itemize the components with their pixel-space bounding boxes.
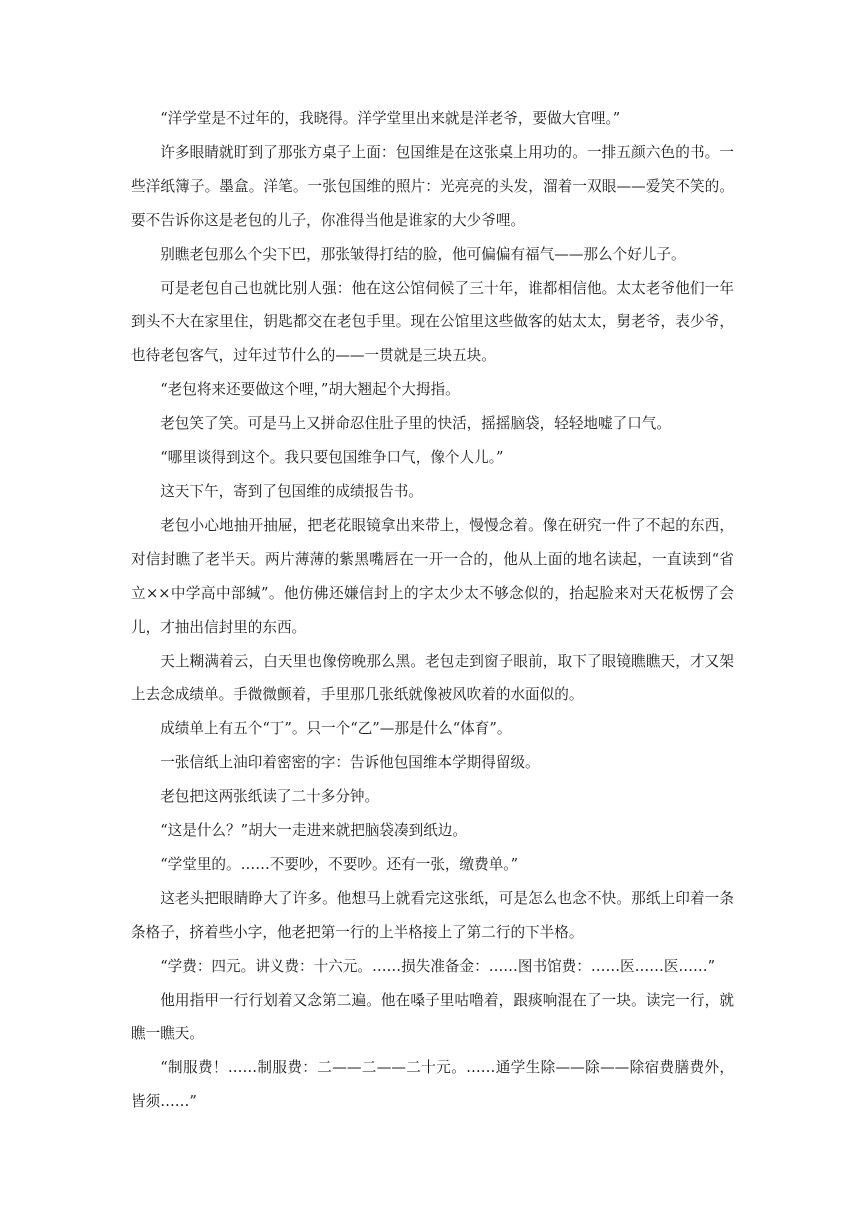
paragraph: “哪里谈得到这个。我只要包国维争口气，像个人儿。” [160,449,504,467]
paragraph: 别瞧老包那么个尖下巴，那张皱得打结的脸，他可偏偏有福气——那么个好儿子。 [160,245,686,263]
paragraph: 老包把这两张纸读了二十多分钟。 [160,788,380,806]
paragraph: 他用指甲一行行划着又念第二遍。他在嗓子里咕噜着，跟痰响混在了一块。读完一行，就瞧一瞧天。 [131,991,734,1043]
paragraph: 许多眼睛就盯到了那张方桌子上面：包国维是在这张桌上用功的。一排五颜六色的书。一些洋纸簿子。墨盒。洋笔。一张包国维的照片：光亮亮的头发，溜着一双眼——爱笑不笑的。要不告诉你这是老包的儿子，你准得当他是谁家的大少爷哩。 [131,143,734,229]
paragraph: “制服费！……制服费：二——二——二十元。……通学生除——除——除宿费膳费外，皆须……” [131,1059,734,1111]
paragraph: “学堂里的。……不要吵，不要吵。还有一张，缴费单。” [160,855,519,873]
paragraph: “这是什么？”胡大一走进来就把脑袋凑到纸边。 [160,822,467,840]
paragraph: “老包将来还要做这个哩，”胡大翘起个大拇指。 [160,381,460,399]
paragraph: 这老头把眼睛睁大了许多。他想马上就看完这张纸，可是怎么也念不快。那纸上印着一条条格子，挤着些小字，他老把第一行的上半格接上了第二行的下半格。 [131,889,734,941]
paragraph: “学费：四元。讲义费：十六元。……损失准备金：……图书馆费：……医……医……” [160,957,716,975]
document-body [131,102,734,1119]
paragraph: 这天下午，寄到了包国维的成绩报告书。 [160,482,423,500]
paragraph: 天上糊满着云，白天里也像傍晚那么黑。老包走到窗子眼前，取下了眼镜瞧瞧天，才又架上去念成绩单。手微微颤着，手里那几张纸就像被风吹着的水面似的。 [131,652,734,704]
paragraph: 一张信纸上油印着密密的字：告诉他包国维本学期得留级。 [160,754,540,772]
paragraph: 可是老包自己也就比别人强：他在这公馆伺候了三十年，谁都相信他。太太老爷他们一年到头不大在家里住，钥匙都交在老包手里。现在公馆里这些做客的姑太太，舅老爷，表少爷，也待老包客气，过年过节什么的——一贯就是三块五块。 [131,279,734,365]
paragraph: 老包笑了笑。可是马上又拼命忍住肚子里的快活，摇摇脑袋，轻轻地嘘了口气。 [160,415,671,433]
paragraph: 成绩单上有五个“丁”。只一个“乙”—那是什么“体育”。 [160,720,512,738]
paragraph: 老包小心地抽开抽屉，把老花眼镜拿出来带上，慢慢念着。像在研究一件了不起的东西，对信封瞧了老半天。两片薄薄的紫黑嘴唇在一开一合的，他从上面的地名读起，一直读到“省立××中学高中部缄”。他仿佛还嫌信封上的字太少太不够念似的，抬起脸来对天花板愣了会儿，才抽出信封里的东西。 [131,516,734,636]
paragraph: “洋学堂是不过年的，我晓得。洋学堂里出来就是洋老爷，要做大官哩。” [160,110,621,127]
